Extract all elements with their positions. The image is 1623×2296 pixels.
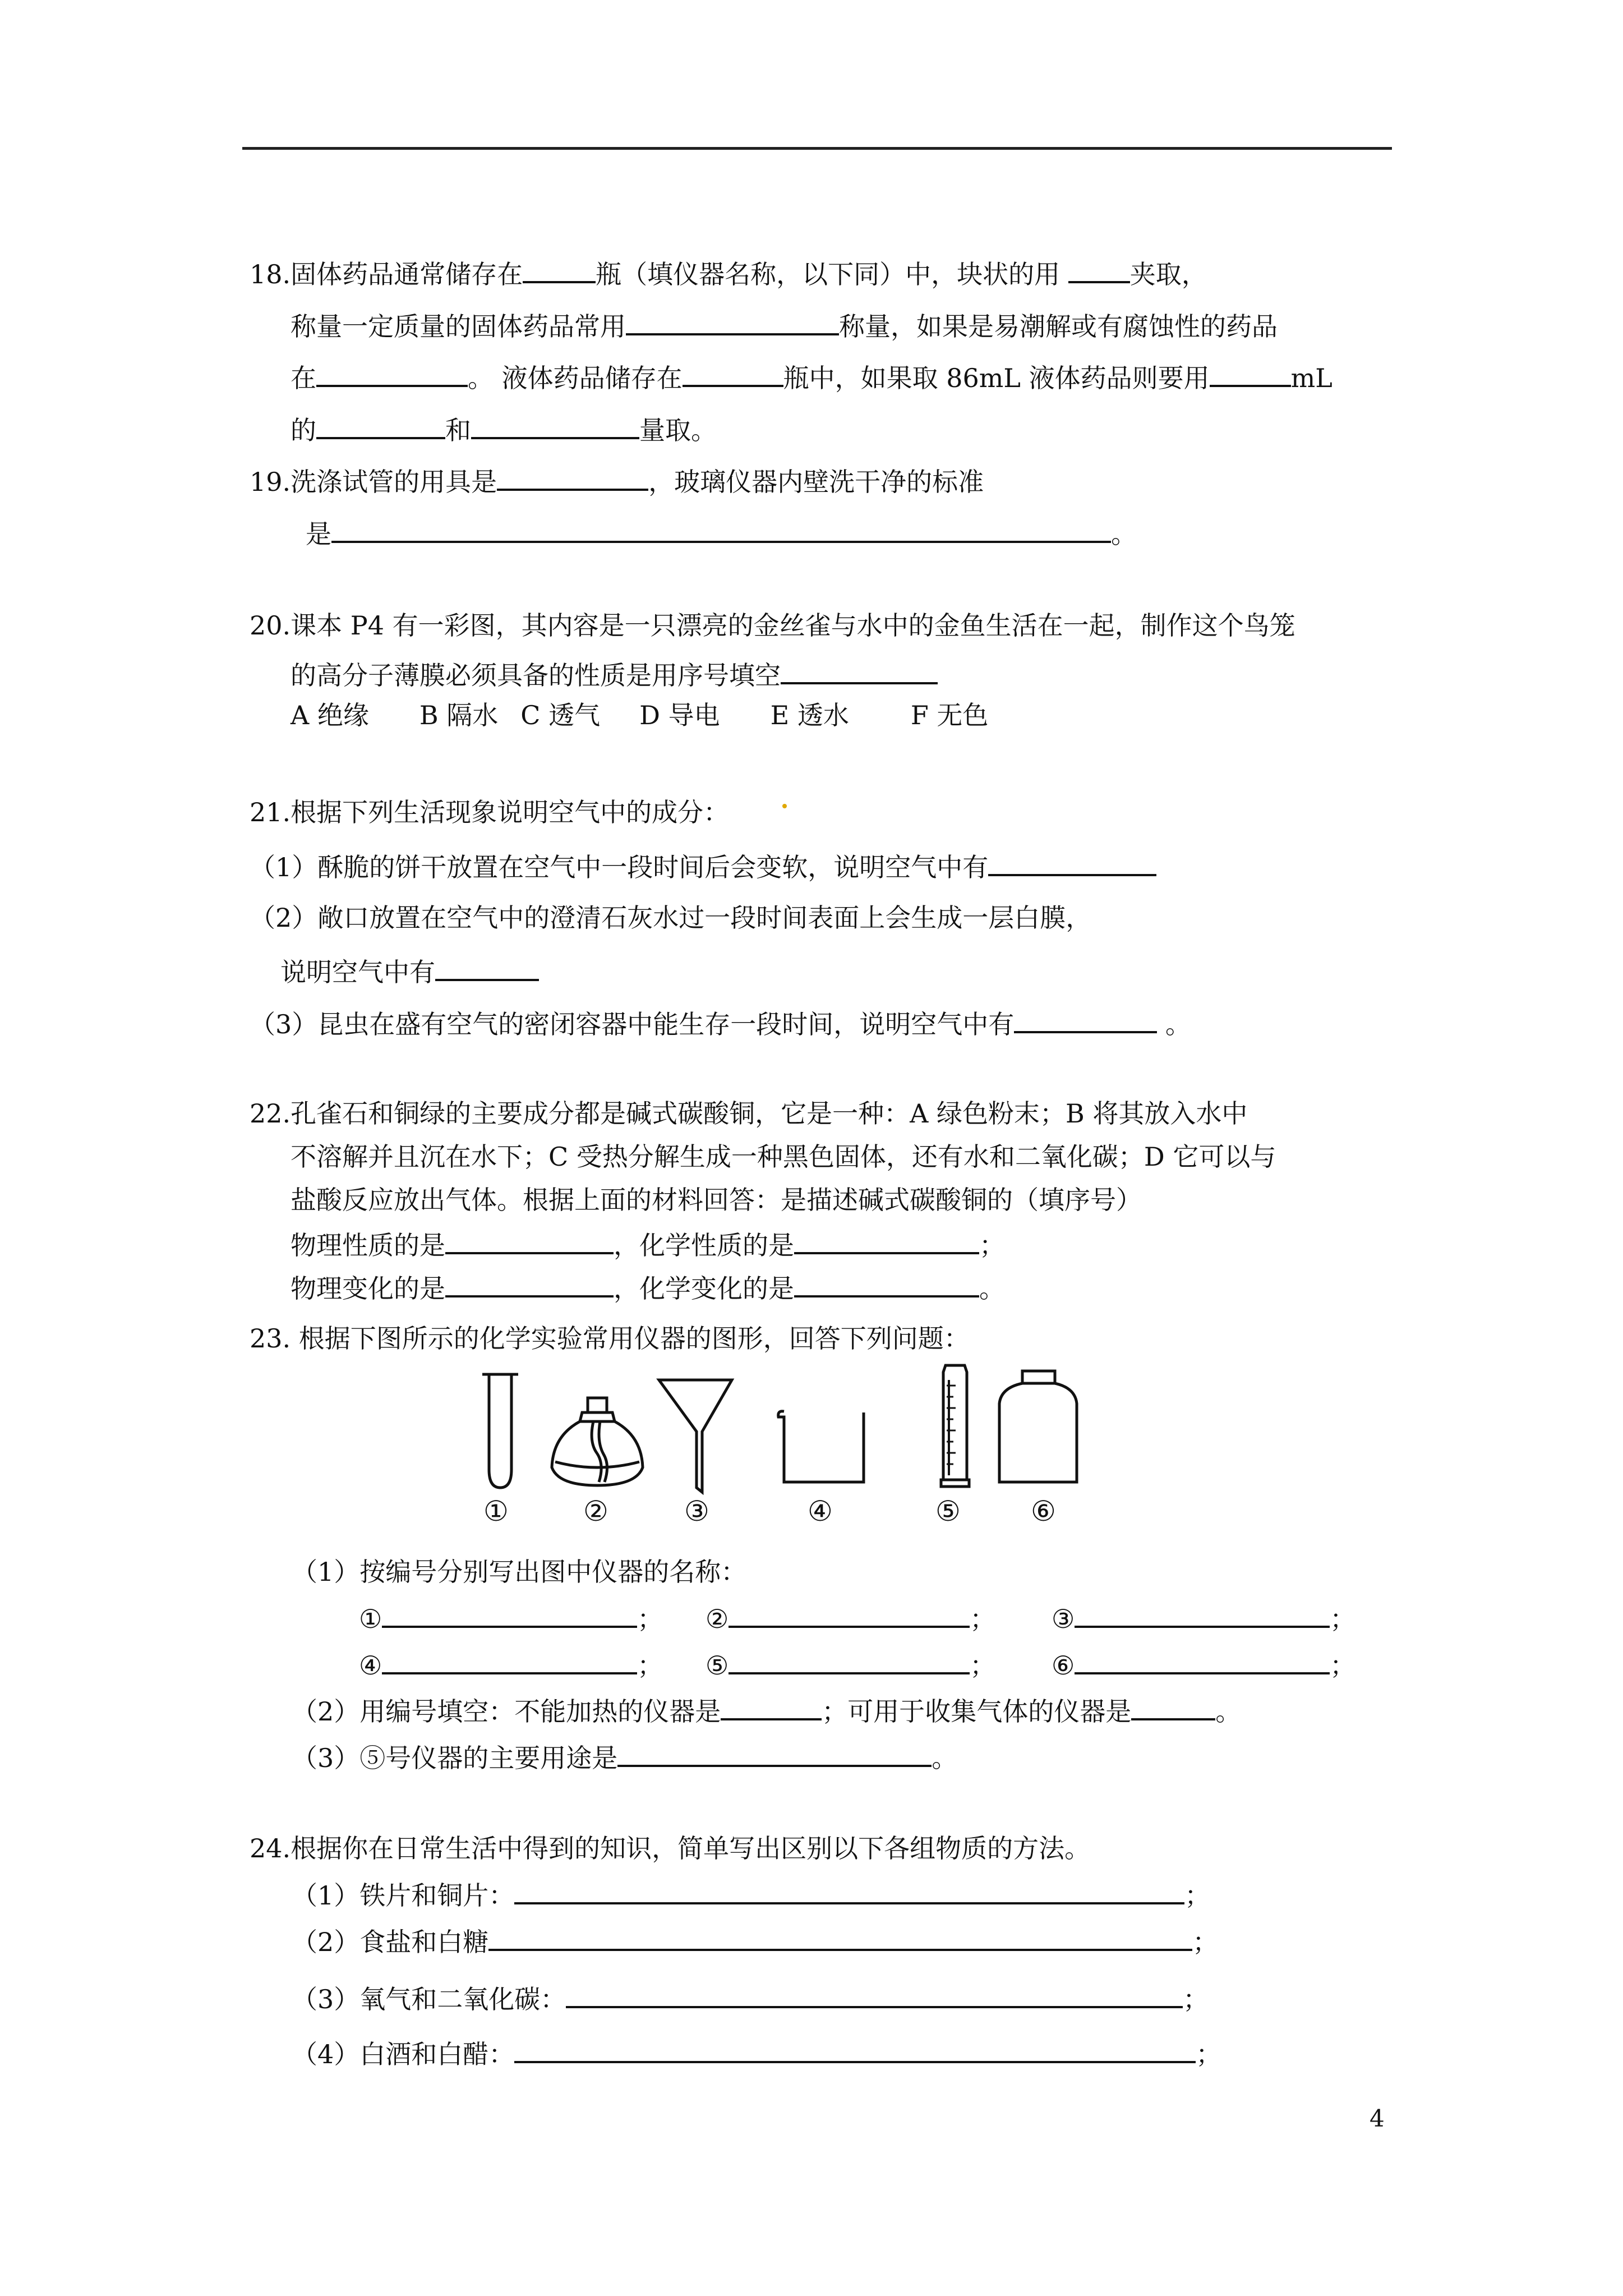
q18-text: 称量，如果是易潮解或有腐蚀性的药品 xyxy=(839,311,1278,342)
q18-line-2 xyxy=(291,307,1278,343)
q18-line-3 xyxy=(291,359,1332,395)
page-number: 4 xyxy=(1370,2105,1385,2132)
q18-text: 量取。 xyxy=(639,415,717,445)
q18-line-1 xyxy=(250,255,1207,291)
figure-label-2: ② xyxy=(583,1495,608,1527)
q23-name-5 xyxy=(706,1646,995,1682)
q22-text: ，化学变化的是 xyxy=(614,1273,794,1304)
q21-text: 。 xyxy=(1157,1009,1191,1039)
num-label: ④ xyxy=(359,1650,382,1681)
semicolon: ； xyxy=(1183,1984,1209,2014)
num-label: ⑥ xyxy=(1052,1650,1075,1681)
figure-label-1: ① xyxy=(483,1495,509,1527)
option-e: E 透水 xyxy=(770,700,849,730)
answer-blank[interactable] xyxy=(781,656,938,684)
q18-text: 夹取， xyxy=(1129,259,1207,289)
answer-blank[interactable] xyxy=(794,1269,979,1297)
q18-text: 18.固体药品通常储存在 xyxy=(250,259,523,289)
figure-label-4: ④ xyxy=(808,1495,833,1527)
answer-blank[interactable] xyxy=(728,1646,970,1674)
q18-text: 称量一定质量的固体药品常用 xyxy=(291,311,626,342)
answer-blank[interactable] xyxy=(316,411,445,439)
q21-title: 21.根据下列生活现象说明空气中的成分： xyxy=(250,797,730,827)
option-c: C 透气 xyxy=(520,700,601,730)
answer-blank[interactable] xyxy=(382,1646,637,1674)
option-b: B 隔水 xyxy=(419,700,499,730)
num-label: ① xyxy=(359,1604,382,1634)
answer-blank[interactable] xyxy=(626,307,839,335)
q24-text: （4）白酒和白醋： xyxy=(292,2039,515,2069)
answer-blank[interactable] xyxy=(1075,1600,1330,1628)
answer-blank[interactable] xyxy=(566,1980,1183,2008)
answer-blank[interactable] xyxy=(1014,1005,1157,1033)
answer-blank[interactable] xyxy=(435,953,539,981)
q22-line-3: 盐酸反应放出气体。根据上面的材料回答：是描述碱式碳酸铜的（填序号） xyxy=(291,1185,1142,1215)
answer-blank[interactable] xyxy=(382,1600,637,1628)
answer-blank[interactable] xyxy=(1075,1646,1330,1674)
semicolon: ； xyxy=(1196,2039,1222,2069)
answer-blank[interactable] xyxy=(1131,1692,1215,1720)
figure-label-6: ⑥ xyxy=(1031,1495,1056,1527)
q18-text: mL xyxy=(1290,363,1332,393)
test-tube-icon xyxy=(482,1374,518,1488)
q24-title: 24.根据你在日常生活中得到的知识，简单写出区别以下各组物质的方法。 xyxy=(250,1833,1091,1864)
q24-item-2 xyxy=(292,1923,1218,1959)
num-label: ② xyxy=(706,1604,729,1634)
q23-name-1 xyxy=(359,1600,663,1636)
stray-dot xyxy=(782,804,787,808)
answer-blank[interactable] xyxy=(471,411,639,439)
alcohol-lamp-icon xyxy=(552,1398,643,1485)
answer-blank[interactable] xyxy=(683,359,783,387)
answer-blank[interactable] xyxy=(316,359,468,387)
semicolon: ； xyxy=(637,1604,663,1634)
q21-item-1 xyxy=(250,848,1156,884)
q23-name-6 xyxy=(1052,1646,1355,1682)
num-label: ③ xyxy=(1052,1604,1075,1634)
answer-blank[interactable] xyxy=(514,1876,1184,1904)
q19-text: 19.洗涤试管的用具是 xyxy=(250,467,497,497)
answer-blank[interactable] xyxy=(445,1269,614,1297)
q22-text: ，化学性质的是 xyxy=(614,1230,794,1260)
q22-line-5 xyxy=(291,1269,1005,1305)
semicolon: ； xyxy=(970,1650,996,1681)
q22-line-1: 22.孔雀石和铜绿的主要成分都是碱式碳酸铜，它是一种：A 绿色粉末；B 将其放入水中 xyxy=(250,1098,1248,1129)
answer-blank[interactable] xyxy=(721,1692,822,1720)
q24-item-3 xyxy=(292,1980,1209,2016)
answer-blank[interactable] xyxy=(331,515,1111,543)
answer-blank[interactable] xyxy=(514,2035,1196,2063)
q21-text: 说明空气中有 xyxy=(280,957,435,987)
answer-blank[interactable] xyxy=(617,1739,932,1767)
q21-item-2: （2）敞口放置在空气中的澄清石灰水过一段时间表面上会生成一层白膜， xyxy=(250,903,1092,933)
q18-text: 在 xyxy=(291,363,316,393)
q19-text: ，玻璃仪器内壁洗干净的标准 xyxy=(648,467,984,497)
semicolon: ； xyxy=(1330,1650,1356,1681)
answer-blank[interactable] xyxy=(794,1226,979,1254)
semicolon: ； xyxy=(1192,1927,1219,1957)
q19-line-1 xyxy=(250,463,984,499)
answer-blank[interactable] xyxy=(488,1923,1192,1951)
answer-blank[interactable] xyxy=(497,463,648,491)
q23-text: ；可用于收集气体的仪器是 xyxy=(822,1696,1132,1727)
q18-text: 和 xyxy=(445,415,471,445)
q20-text: 的高分子薄膜必须具备的性质是用序号填空 xyxy=(291,660,781,691)
semicolon: ； xyxy=(970,1604,996,1634)
option-d: D 导电 xyxy=(639,700,720,730)
q23-text: （2）用编号填空：不能加热的仪器是 xyxy=(292,1696,721,1727)
semicolon: ； xyxy=(1330,1604,1356,1634)
q22-text: 物理性质的是 xyxy=(291,1230,445,1260)
q23-title: 23. 根据下图所示的化学实验常用仪器的图形，回答下列问题： xyxy=(250,1323,970,1354)
q22-text: ； xyxy=(979,1230,1005,1260)
q20-line-2 xyxy=(291,656,938,692)
q23-sub-1: （1）按编号分别写出图中仪器的名称： xyxy=(292,1557,747,1587)
q23-sub-3 xyxy=(292,1739,957,1775)
q23-text: （3）⑤号仪器的主要用途是 xyxy=(292,1743,618,1773)
answer-blank[interactable] xyxy=(445,1226,614,1254)
q18-text: 瓶中，如果取 86mL 液体药品则要用 xyxy=(783,363,1210,393)
q20-options xyxy=(291,698,988,732)
semicolon: ； xyxy=(637,1650,663,1681)
q21-item-2b xyxy=(280,953,539,989)
beaker-icon xyxy=(778,1411,864,1482)
option-a: A 绝缘 xyxy=(291,700,369,730)
q21-item-3 xyxy=(250,1005,1191,1041)
q23-text: 。 xyxy=(932,1743,958,1773)
q23-name-2 xyxy=(706,1600,995,1636)
q23-sub-2 xyxy=(292,1692,1241,1728)
header-rule xyxy=(242,147,1392,150)
q18-text: 的 xyxy=(291,415,316,445)
q24-text: （2）食盐和白糖 xyxy=(292,1927,489,1957)
q22-line-4 xyxy=(291,1226,1005,1262)
figure-label-3: ③ xyxy=(684,1495,709,1527)
q22-line-2: 不溶解并且沉在水下；C 受热分解生成一种黑色固体，还有水和二氧化碳；D 它可以与 xyxy=(291,1142,1276,1172)
q21-text: （1）酥脆的饼干放置在空气中一段时间后会变软，说明空气中有 xyxy=(250,852,989,882)
answer-blank[interactable] xyxy=(988,848,1156,876)
q24-text: （3）氧气和二氧化碳： xyxy=(292,1984,566,2014)
figure-label-5: ⑤ xyxy=(935,1495,961,1527)
q18-line-4 xyxy=(291,411,717,447)
q23-text: 。 xyxy=(1215,1696,1242,1727)
answer-blank[interactable] xyxy=(1068,255,1130,283)
q24-item-4 xyxy=(292,2035,1221,2071)
semicolon: ； xyxy=(1184,1880,1211,1911)
q20-line-1: 20.课本 P4 有一彩图，其内容是一只漂亮的金丝雀与水中的金鱼生活在一起，制作这个鸟笼 xyxy=(250,610,1295,641)
q19-line-2 xyxy=(306,515,1137,551)
answer-blank[interactable] xyxy=(1210,359,1291,387)
q23-name-3 xyxy=(1052,1600,1355,1636)
q23-name-4 xyxy=(359,1646,663,1682)
q18-text: 。 液体药品储存在 xyxy=(468,363,683,393)
answer-blank[interactable] xyxy=(523,255,596,283)
option-f: F 无色 xyxy=(910,700,989,730)
q22-text: 。 xyxy=(979,1273,1005,1304)
funnel-icon xyxy=(659,1380,732,1492)
q19-text: 。 xyxy=(1111,519,1137,549)
num-label: ⑤ xyxy=(706,1650,729,1681)
q19-text: 是 xyxy=(306,519,331,549)
q18-text: 瓶（填仪器名称，以下同）中，块状的用 xyxy=(596,259,1068,289)
q21-text: （3）昆虫在盛有空气的密闭容器中能生存一段时间，说明空气中有 xyxy=(250,1009,1015,1039)
q24-text: （1）铁片和铜片： xyxy=(292,1880,515,1911)
q22-text: 物理变化的是 xyxy=(291,1273,445,1304)
graduated-cylinder-icon xyxy=(941,1365,969,1487)
answer-blank[interactable] xyxy=(728,1600,970,1628)
gas-jar-icon xyxy=(999,1371,1077,1482)
q24-item-1 xyxy=(292,1876,1210,1912)
